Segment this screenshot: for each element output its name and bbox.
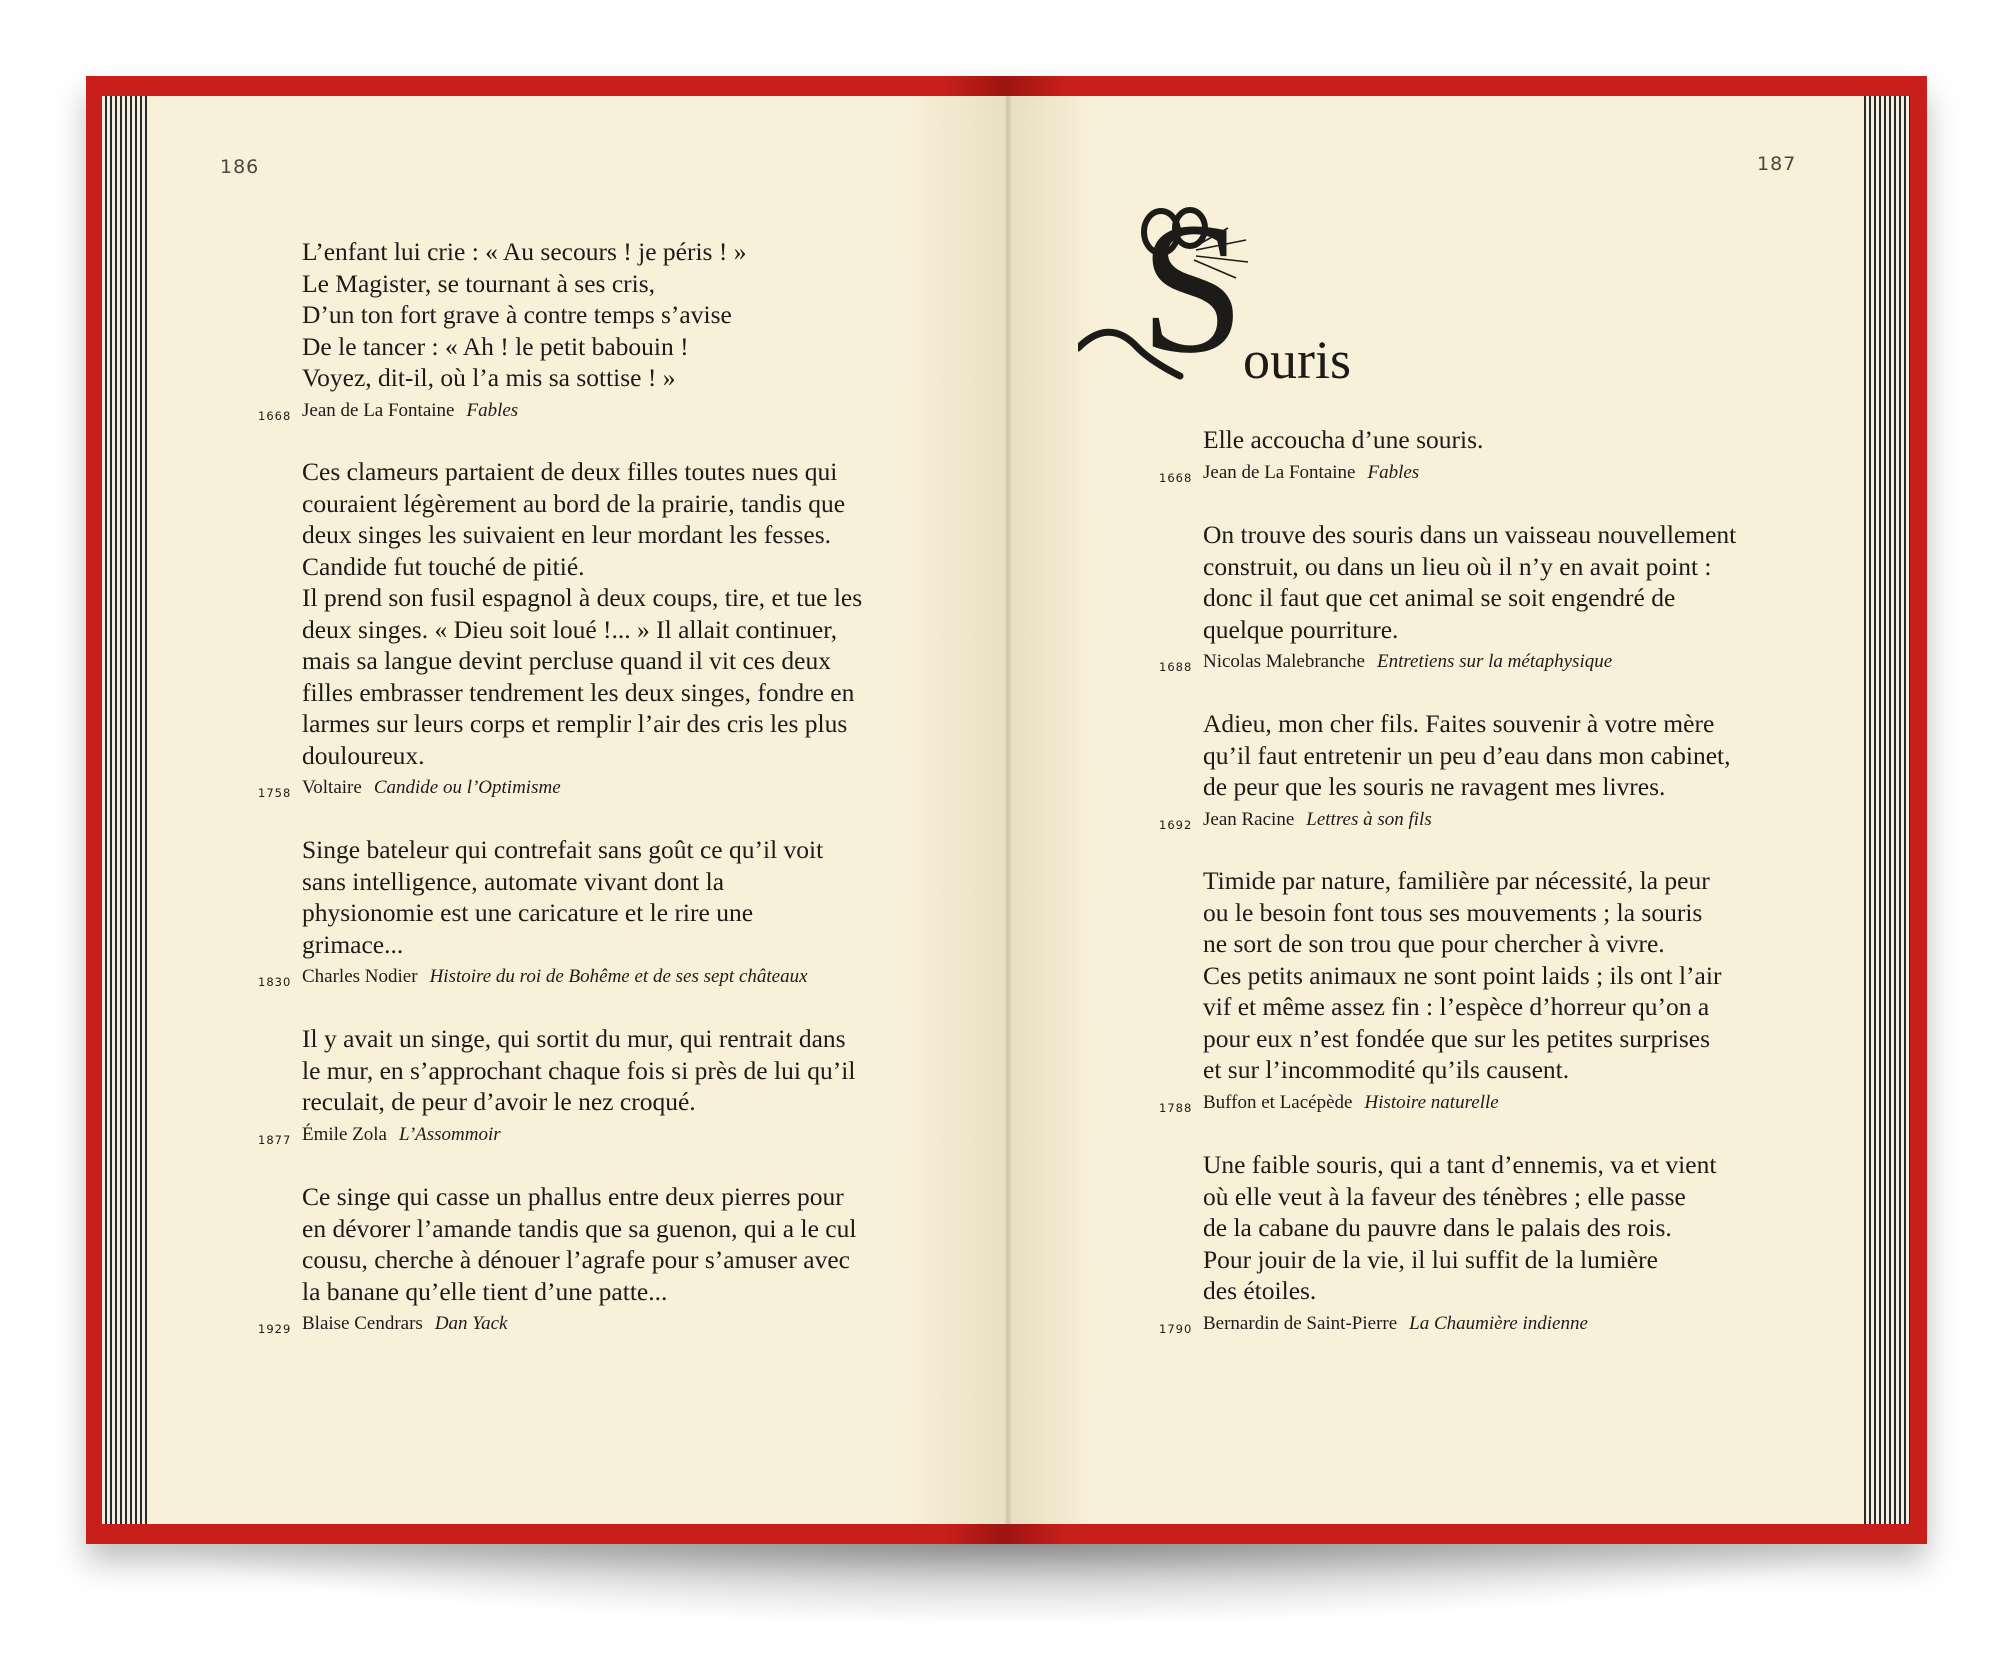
quote-line: ne sort de son trou que pour chercher à vivre. [1203,929,1665,958]
source-work: L’Assommoir [398,1124,501,1145]
quote-line: de peur que les souris ne ravagent mes livres. [1203,772,1666,801]
entry-title: ouris [1243,330,1351,390]
source-work: La Chaumière indienne [1409,1313,1588,1334]
source-year: 1929 [258,1322,292,1336]
quote-line: Il y avait un singe, qui sortit du mur, qui rentrait dans [302,1024,846,1053]
source-year: 1692 [1159,818,1193,832]
source-year: 1688 [1159,660,1193,674]
source-author: Jean Racine [1203,809,1295,830]
source-year: 1668 [1159,471,1193,485]
quote-line: couraient légèrement au bord de la prairie, tandis que [302,488,846,518]
quote-line: pour eux n’est fondée que sur les petites surprises [1203,1023,1711,1053]
source-right-4 [1159,1092,1499,1115]
page-number-right: 187 [1757,153,1797,175]
quote-line: sans intelligence, automate vivant dont la [302,866,725,896]
quote-left-4 [302,1023,942,1118]
page-number-left: 186 [220,156,260,178]
quote-line: en dévorer l’amande tandis que sa guenon, qui a le cul [302,1213,857,1243]
source-work: Fables [466,400,519,421]
quote-left-2 [302,456,942,771]
quote-line: On trouve des souris dans un vaisseau nouvellement [1203,520,1737,549]
quote-line: des étoiles. [1203,1276,1317,1305]
quote-line: quelque pourriture. [1203,614,1399,644]
quote-line: Le Magister, se tournant à ses cris, [302,268,656,298]
quote-line: donc il faut que cet animal se soit engendré de [1203,583,1676,612]
page-gutter [1004,96,1012,1524]
quote-line: filles embrasser tendrement les deux singes, fondre en [302,677,855,707]
quote-left-1 [302,236,902,394]
source-left-4 [258,1124,501,1147]
quote-line: douloureux. [302,740,425,770]
quote-line: Une faible souris, qui a tant d’ennemis, va et vient [1203,1150,1717,1179]
quote-right-4 [1203,865,1843,1086]
source-author: Buffon et Lacépède [1203,1092,1353,1113]
source-work: Dan Yack [434,1313,508,1334]
quote-line: Voyez, dit-il, où l’a mis sa sottise ! » [302,363,676,392]
quote-line: ou le besoin font tous ses mouvements ; la souris [1203,897,1703,927]
quote-line: qu’il faut entretenir un peu d’eau dans mon cabinet, [1203,740,1731,770]
quote-line: Ce singe qui casse un phallus entre deux pierres pour [302,1182,844,1211]
source-author: Jean de La Fontaine [1203,462,1356,483]
quote-right-1 [1203,424,1803,456]
source-right-1 [1159,462,1420,485]
source-work: Fables [1367,462,1420,483]
source-left-3 [258,966,808,989]
quote-line: Singe bateleur qui contrefait sans goût ce qu’il voit [302,835,824,864]
source-right-3 [1159,809,1432,832]
source-year: 1668 [258,409,292,423]
quote-line: physionomie est une caricature et le rire une [302,898,754,927]
source-year: 1758 [258,786,292,800]
quote-line: cousu, cherche à dénouer l’agrafe pour s’amuser avec [302,1245,850,1274]
source-work: Candide ou l’Optimisme [373,777,561,798]
quote-right-3 [1203,708,1843,803]
quote-left-5 [302,1181,942,1307]
quote-line: D’un ton fort grave à contre temps s’avise [302,300,732,329]
quote-line: grimace... [302,929,404,959]
quote-right-2 [1203,519,1843,645]
source-work: Histoire du roi de Bohême et de ses sept châteaux [429,966,808,987]
quote-line: Il prend son fusil espagnol à deux coups, tire, et tue les [302,583,863,612]
quote-line: de la cabane du pauvre dans le palais des rois. [1203,1213,1672,1242]
quote-line: le mur, en s’approchant chaque fois si près de lui qu’il [302,1055,856,1085]
quote-line: construit, ou dans un lieu où il n’y en avait point : [1203,551,1712,581]
quote-right-5 [1203,1149,1843,1307]
quote-line: Ces petits animaux ne sont point laids ; ils ont l’air [1203,960,1722,990]
page-edges-left [102,96,148,1524]
quote-line: la banane qu’elle tient d’une patte... [302,1276,668,1306]
source-author: Nicolas Malebranche [1203,651,1365,672]
quote-line: Candide fut touché de pitié. [302,551,585,581]
source-author: Émile Zola [302,1124,387,1145]
source-left-1 [258,400,519,423]
source-author: Bernardin de Saint-Pierre [1203,1313,1398,1334]
source-author: Blaise Cendrars [302,1313,423,1334]
page-edges-right [1864,96,1910,1524]
drop-cap-letter: S [1140,183,1245,392]
quote-line: où elle veut à la faveur des ténèbres ; elle passe [1203,1181,1686,1211]
quote-line: De le tancer : « Ah ! le petit babouin ! [302,331,689,361]
quote-left-3 [302,834,902,960]
source-left-5 [258,1313,508,1336]
quote-line: Timide par nature, familière par nécessité, la peur [1203,866,1710,895]
quote-line: vif et même assez fin : l’espèce d’horreur qu’on a [1203,992,1710,1021]
source-work: Lettres à son fils [1306,809,1432,830]
source-year: 1877 [258,1133,292,1147]
quote-line: L’enfant lui crie : « Au secours ! je péris ! » [302,237,747,266]
quote-line: larmes sur leurs corps et remplir l’air des cris les plus [302,709,848,738]
quote-line: Pour jouir de la vie, il lui suffit de la lumière [1203,1244,1658,1274]
quote-line: Elle accoucha d’une souris. [1203,425,1484,454]
quote-line: Adieu, mon cher fils. Faites souvenir à votre mère [1203,709,1715,738]
source-year: 1830 [258,975,292,989]
source-year: 1790 [1159,1322,1193,1336]
source-work: Entretiens sur la métaphysique [1376,651,1613,672]
source-left-2 [258,777,561,800]
source-author: Charles Nodier [302,966,418,987]
source-author: Jean de La Fontaine [302,400,455,421]
quote-line: deux singes. « Dieu soit loué !... » Il allait continuer, [302,614,838,644]
quote-line: reculait, de peur d’avoir le nez croqué. [302,1087,696,1116]
source-work: Histoire naturelle [1364,1092,1499,1113]
source-right-2 [1159,651,1613,674]
quote-line: Ces clameurs partaient de deux filles toutes nues qui [302,457,838,486]
source-author: Voltaire [302,777,362,798]
quote-line: mais sa langue devint percluse quand il vit ces deux [302,646,831,675]
source-year: 1788 [1159,1101,1193,1115]
quote-line: deux singes les suivaient en leur mordant les fesses. [302,520,832,549]
quote-line: et sur l’incommodité qu’ils causent. [1203,1055,1570,1084]
source-right-5 [1159,1313,1588,1336]
